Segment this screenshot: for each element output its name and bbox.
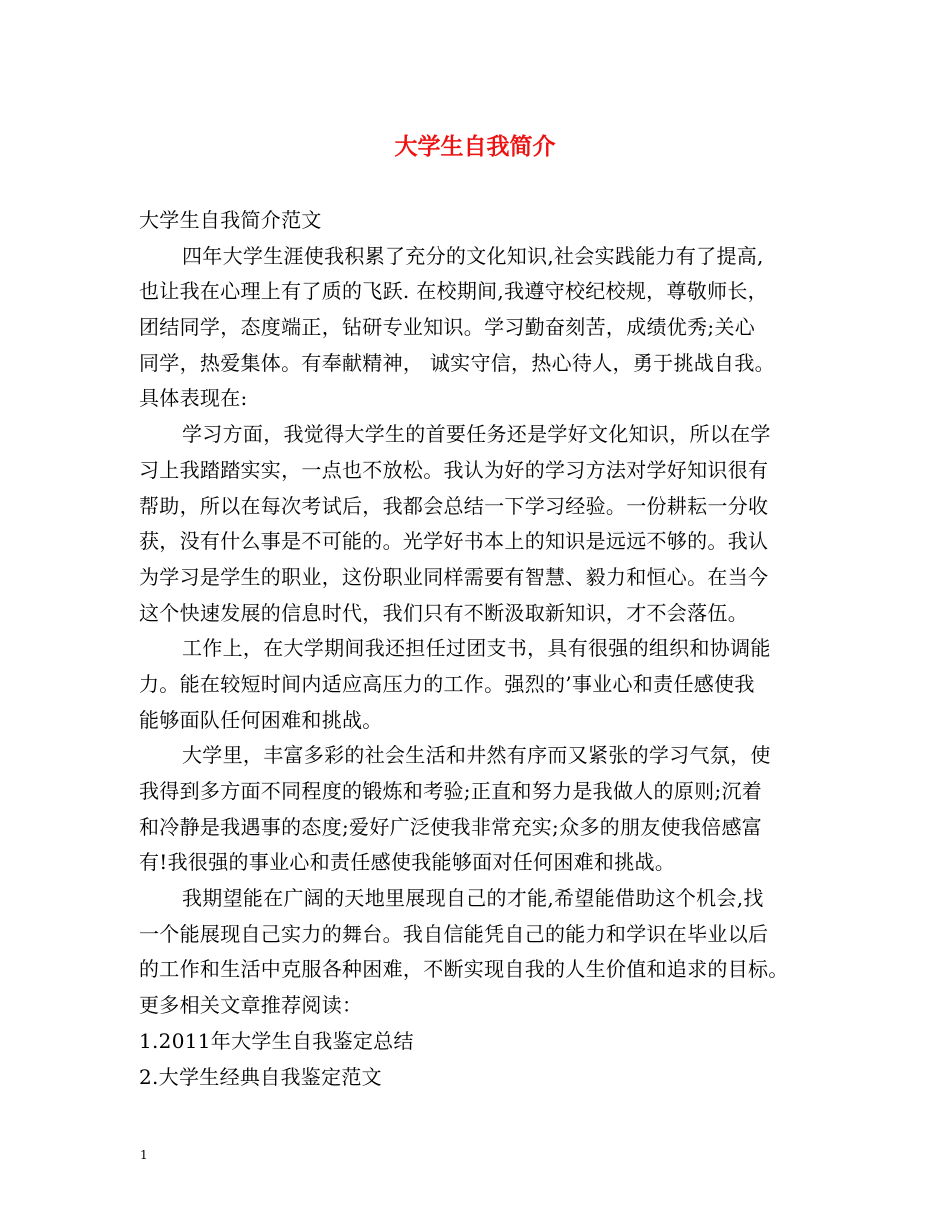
paragraph-line: 能够面队任何困难和挑战。: [139, 707, 383, 732]
related-article-link[interactable]: 2.大学生经典自我鉴定范文: [139, 1064, 382, 1089]
paragraph-line: 我得到多方面不同程度的锻炼和考验;正直和努力是我做人的原则;沉着: [139, 779, 763, 803]
document-body: [139, 203, 829, 1095]
paragraph-line: 团结同学，态度端正，钻研专业知识。学习勤奋刻苦，成绩优秀;关心: [139, 315, 756, 340]
document-subtitle: 大学生自我简介范文: [139, 208, 322, 232]
paragraph-line: 力。能在较短时间内适应高压力的工作。强烈的’事业心和责任感使我: [139, 671, 755, 696]
paragraph-line: 为学习是学生的职业，这份职业同样需要有智慧、毅力和恒心。在当今: [139, 564, 769, 589]
paragraph-line: 工作上，在大学期间我还担任过团支书，具有很强的组织和协调能: [182, 636, 771, 661]
paragraph-line: 习上我踏踏实实，一点也不放松。我认为好的学习方法对学好知识很有: [139, 457, 769, 482]
paragraph-line: 的工作和生活中克服各种困难，不断实现自我的人生价值和追求的目标。: [139, 957, 789, 982]
paragraph-line: 大学里，丰富多彩的社会生活和井然有序而又紧张的学习气氛，使: [182, 743, 771, 768]
related-article-link[interactable]: 1.2011年大学生自我鉴定总结: [139, 1028, 414, 1053]
paragraph-line: 四年大学生涯使我积累了充分的文化知识,社会实践能力有了提高,: [182, 243, 764, 268]
paragraph-line: 我期望能在广阔的天地里展现自己的才能,希望能借助这个机会,找: [182, 886, 764, 911]
paragraph-line: 有!我很强的事业心和责任感使我能够面对任何困难和挑战。: [139, 850, 676, 875]
paragraph-line: 这个快速发展的信息时代，我们只有不断汲取新知识，才不会落伍。: [139, 600, 748, 625]
page-number: 1: [140, 1148, 148, 1162]
paragraph-line: 同学，热爱集体。有奉献精神， 诚实守信，热心待人，勇于挑战自我。: [139, 350, 775, 375]
paragraph-line: 一个能展现自己实力的舞台。我自信能凭自己的能力和学识在毕业以后: [139, 921, 769, 946]
paragraph-line: 获，没有什么事是不可能的。光学好书本上的知识是远远不够的。我认: [139, 529, 769, 554]
paragraph-line: 学习方面，我觉得大学生的首要任务还是学好文化知识，所以在学: [182, 422, 771, 447]
document-title: 大学生自我简介: [394, 134, 556, 160]
paragraph-line: 和冷静是我遇事的态度;爱好广泛使我非常充实;众多的朋友使我倍感富: [139, 814, 763, 839]
related-articles-heading: 更多相关文章推荐阅读：: [139, 993, 363, 1018]
paragraph-line: 也让我在心理上有了质的飞跃. 在校期间,我遵守校纪校规，尊敬师长，: [139, 279, 768, 304]
paragraph-line: 具体表现在:: [139, 386, 248, 411]
paragraph-line: 帮助，所以在每次考试后，我都会总结一下学习经验。一份耕耘一分收: [139, 493, 769, 518]
